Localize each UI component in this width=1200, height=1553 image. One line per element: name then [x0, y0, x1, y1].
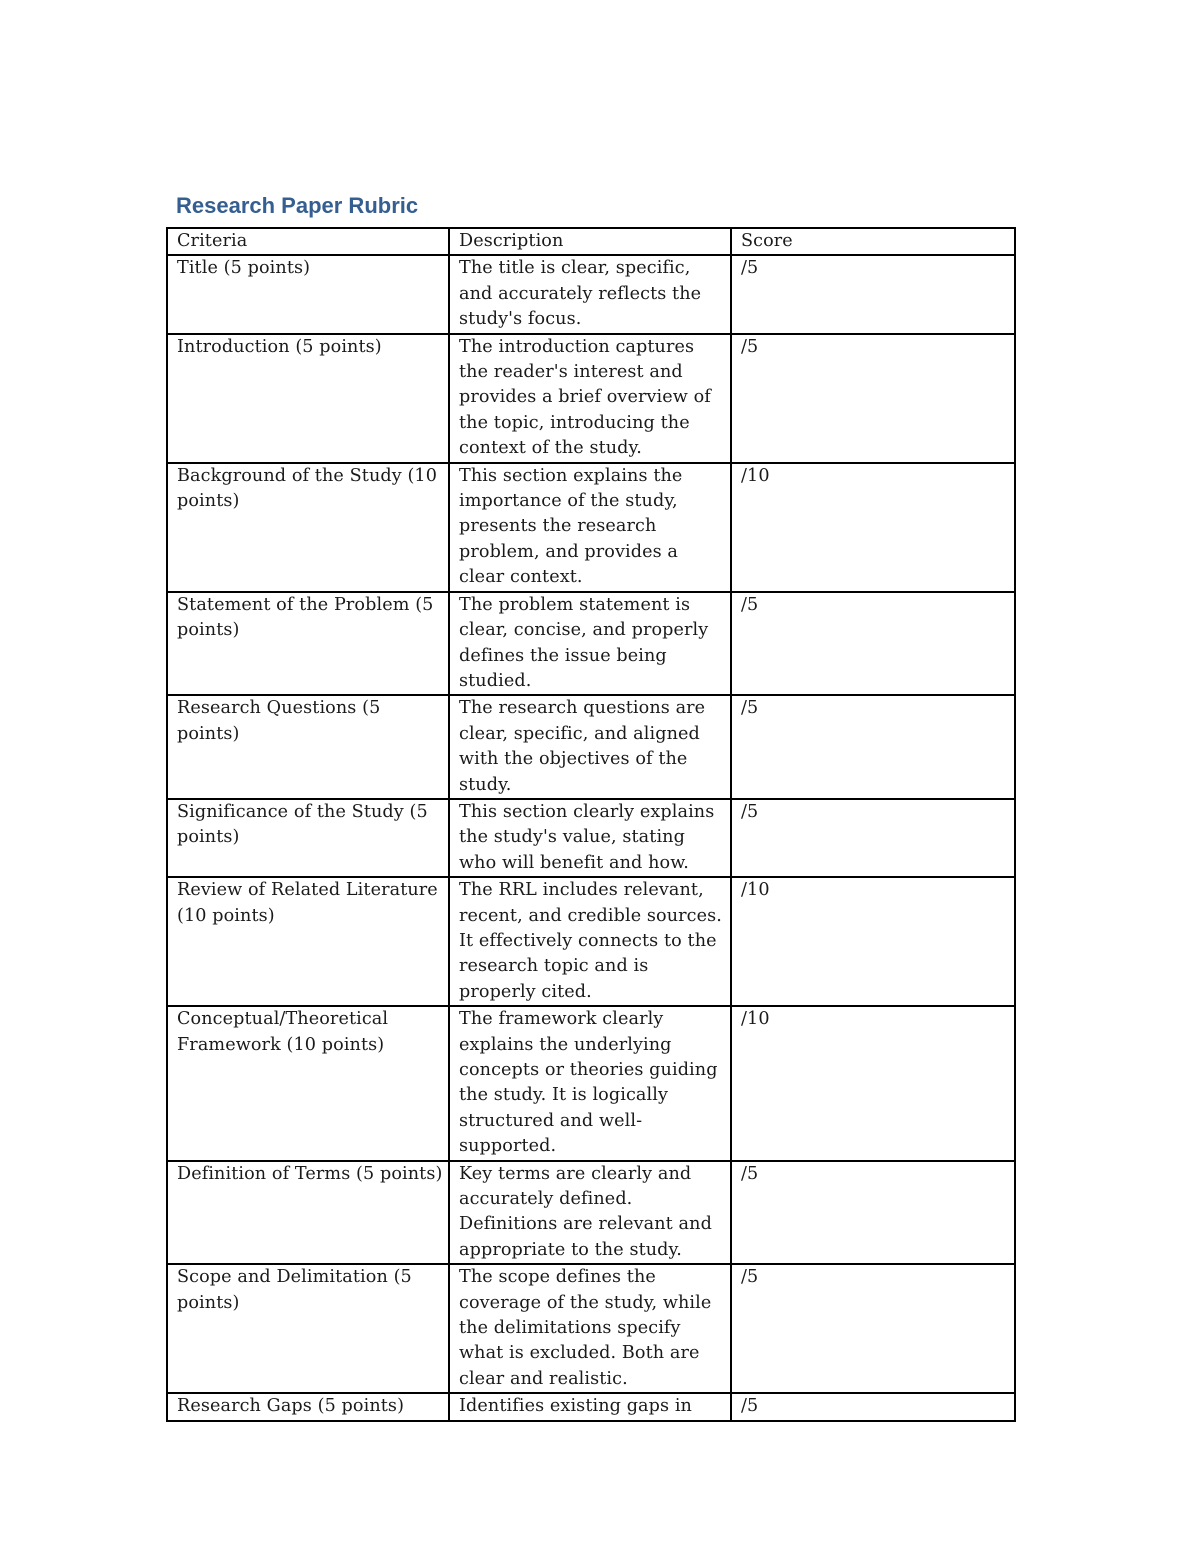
header-score: Score: [731, 228, 1015, 255]
table-row: [167, 799, 1015, 877]
score-cell: /10: [731, 877, 1015, 1006]
score-cell: /10: [731, 1006, 1015, 1160]
header-description: Description: [449, 228, 731, 255]
table-row: [167, 334, 1015, 463]
description-cell: The title is clear, specific, and accurately reflects the study's focus.: [449, 255, 731, 333]
score-cell: /5: [731, 799, 1015, 877]
table-row: [167, 463, 1015, 592]
score-cell: /5: [731, 1161, 1015, 1265]
table-row: [167, 255, 1015, 333]
table-row: [167, 1006, 1015, 1160]
description-cell: The problem statement is clear, concise, and properly defines the issue being studied.: [449, 592, 731, 696]
header-criteria: Criteria: [167, 228, 449, 255]
score-cell: /5: [731, 1264, 1015, 1393]
description-cell: The framework clearly explains the underlying concepts or theories guiding the study. It is logically structured and well-supported.: [449, 1006, 731, 1160]
criteria-cell: Review of Related Literature (10 points): [167, 877, 449, 1006]
table-row: [167, 695, 1015, 799]
description-cell: The scope defines the coverage of the study, while the delimitations specify what is excluded. Both are clear and realistic.: [449, 1264, 731, 1393]
criteria-cell: Research Questions (5 points): [167, 695, 449, 799]
criteria-cell: Introduction (5 points): [167, 334, 449, 463]
score-cell: /5: [731, 695, 1015, 799]
score-cell: /5: [731, 592, 1015, 696]
table-header-row: [167, 228, 1015, 255]
criteria-cell: Research Gaps (5 points): [167, 1393, 449, 1420]
page-title: Research Paper Rubric: [176, 193, 419, 218]
table-row: [167, 877, 1015, 1006]
description-cell: Identifies existing gaps in: [449, 1393, 731, 1420]
score-cell: /5: [731, 334, 1015, 463]
description-cell: This section clearly explains the study's value, stating who will benefit and how.: [449, 799, 731, 877]
score-cell: /5: [731, 1393, 1015, 1420]
score-cell: /10: [731, 463, 1015, 592]
description-cell: The RRL includes relevant, recent, and credible sources. It effectively connects to the research topic and is properly cited.: [449, 877, 731, 1006]
description-cell: The research questions are clear, specific, and aligned with the objectives of the study.: [449, 695, 731, 799]
criteria-cell: Statement of the Problem (5 points): [167, 592, 449, 696]
criteria-cell: Significance of the Study (5 points): [167, 799, 449, 877]
description-cell: This section explains the importance of the study, presents the research problem, and provides a clear context.: [449, 463, 731, 592]
criteria-cell: Background of the Study (10 points): [167, 463, 449, 592]
score-cell: /5: [731, 255, 1015, 333]
description-cell: Key terms are clearly and accurately defined. Definitions are relevant and appropriate to the study.: [449, 1161, 731, 1265]
rubric-table: [166, 227, 1016, 1422]
criteria-cell: Scope and Delimitation (5 points): [167, 1264, 449, 1393]
criteria-cell: Title (5 points): [167, 255, 449, 333]
criteria-cell: Conceptual/Theoretical Framework (10 points): [167, 1006, 449, 1160]
table-row: [167, 1161, 1015, 1265]
table-row: [167, 1393, 1015, 1420]
table-row: [167, 1264, 1015, 1393]
table-row: [167, 592, 1015, 696]
criteria-cell: Definition of Terms (5 points): [167, 1161, 449, 1265]
description-cell: The introduction captures the reader's interest and provides a brief overview of the topic, introducing the context of the study.: [449, 334, 731, 463]
